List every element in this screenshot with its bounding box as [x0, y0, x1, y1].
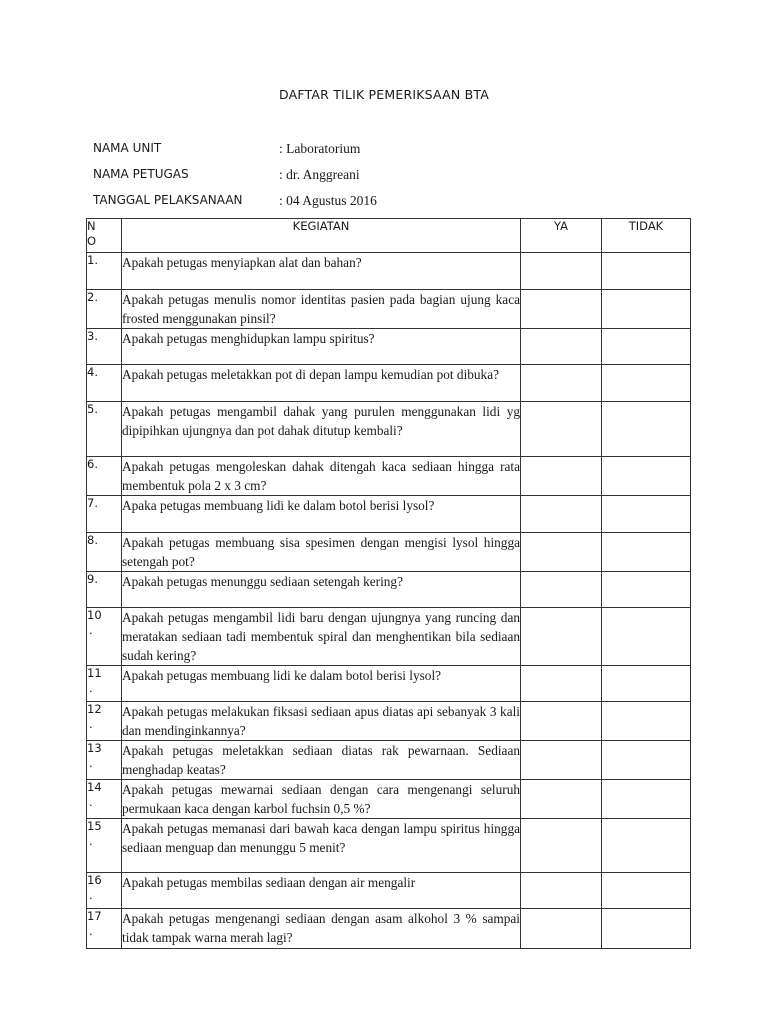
row-number — [87, 909, 122, 949]
row-kegiatan: Apakah petugas menulis nomor identitas pasien pada bagian ujung kaca frosted menggunakan pinsil? — [122, 290, 521, 329]
row-kegiatan: Apakah petugas menunggu sediaan setengah kering? — [122, 572, 521, 608]
row-kegiatan: Apakah petugas mengambil dahak yang purulen menggunakan lidi yg dipipihkan ujungnya dan pot dahak ditutup kembali? — [122, 402, 521, 457]
row-number — [87, 572, 122, 608]
document-title: DAFTAR TILIK PEMERIKSAAN BTA — [279, 87, 489, 102]
row-ya-cell[interactable] — [521, 666, 602, 702]
row-ya-cell[interactable] — [521, 496, 602, 533]
row-number-dot: . — [89, 924, 93, 938]
row-ya-cell[interactable] — [521, 702, 602, 741]
row-ya-cell[interactable] — [521, 253, 602, 290]
table-row — [87, 253, 691, 290]
row-ya-cell[interactable] — [521, 572, 602, 608]
row-number — [87, 329, 122, 365]
row-number-text: 7. — [87, 496, 98, 510]
row-ya-cell[interactable] — [521, 329, 602, 365]
info-value: : Laboratorium — [279, 141, 361, 156]
header-ya: YA — [521, 219, 602, 253]
row-number — [87, 741, 122, 780]
row-number — [87, 402, 122, 457]
row-number — [87, 819, 122, 873]
row-number — [87, 290, 122, 329]
row-number-dot: . — [89, 717, 93, 731]
row-number — [87, 666, 122, 702]
row-number-text: 1. — [87, 253, 98, 267]
row-kegiatan: Apakah petugas mewarnai sediaan dengan cara mengenangi seluruh permukaan kaca dengan karbol fuchsin 0,5 %? — [122, 780, 521, 819]
table-row — [87, 741, 691, 780]
row-number-dot: . — [89, 795, 93, 809]
row-tidak-cell[interactable] — [602, 909, 691, 949]
row-number-text: 17 — [87, 909, 102, 923]
row-ya-cell[interactable] — [521, 365, 602, 402]
row-tidak-cell[interactable] — [602, 290, 691, 329]
row-ya-cell[interactable] — [521, 819, 602, 873]
row-number-text: 14 — [87, 780, 102, 794]
row-tidak-cell[interactable] — [602, 666, 691, 702]
row-kegiatan: Apakah petugas mengambil lidi baru dengan ujungnya yang runcing dan meratakan sediaan tadi membentuk spiral dan menghentikan bila sediaan sudah kering? — [122, 608, 521, 666]
row-number-text: 2. — [87, 290, 98, 304]
row-kegiatan: Apakah petugas memanasi dari bawah kaca dengan lampu spiritus hingga sediaan menguap dan menunggu 5 menit? — [122, 819, 521, 873]
table-row — [87, 457, 691, 496]
table-row — [87, 290, 691, 329]
row-number-dot: . — [89, 681, 93, 695]
row-tidak-cell[interactable] — [602, 533, 691, 572]
row-tidak-cell[interactable] — [602, 608, 691, 666]
row-kegiatan: Apakah petugas mengoleskan dahak ditengah kaca sediaan hingga rata membentuk pola 2 x 3 cm? — [122, 457, 521, 496]
table-row — [87, 496, 691, 533]
table-row — [87, 666, 691, 702]
row-tidak-cell[interactable] — [602, 819, 691, 873]
row-number — [87, 780, 122, 819]
row-ya-cell[interactable] — [521, 533, 602, 572]
row-tidak-cell[interactable] — [602, 457, 691, 496]
checklist-table — [86, 218, 691, 949]
header-no — [87, 219, 122, 253]
table-row — [87, 780, 691, 819]
row-number — [87, 873, 122, 909]
row-tidak-cell[interactable] — [602, 253, 691, 290]
row-number-dot: . — [89, 756, 93, 770]
row-tidak-cell[interactable] — [602, 780, 691, 819]
header-no-line1: N — [87, 219, 96, 233]
table-header-row — [87, 219, 691, 253]
header-kegiatan: KEGIATAN — [122, 219, 521, 253]
row-number-text: 12 — [87, 702, 102, 716]
row-number-text: 11 — [87, 666, 102, 680]
row-number-dot: . — [89, 888, 93, 902]
info-value: : 04 Agustus 2016 — [279, 193, 377, 208]
row-kegiatan: Apakah petugas mengenangi sediaan dengan asam alkohol 3 % sampai tidak tampak warna merah lagi? — [122, 909, 521, 949]
info-label: NAMA UNIT — [93, 141, 162, 155]
info-label: NAMA PETUGAS — [93, 167, 189, 181]
row-number-dot: . — [89, 834, 93, 848]
row-number-text: 15 — [87, 819, 102, 833]
row-ya-cell[interactable] — [521, 741, 602, 780]
row-kegiatan: Apakah petugas menghidupkan lampu spiritus? — [122, 329, 521, 365]
row-number — [87, 253, 122, 290]
info-value: : dr. Anggreani — [279, 167, 360, 182]
row-ya-cell[interactable] — [521, 290, 602, 329]
row-number-text: 9. — [87, 572, 98, 586]
row-tidak-cell[interactable] — [602, 702, 691, 741]
row-number — [87, 702, 122, 741]
row-ya-cell[interactable] — [521, 402, 602, 457]
row-number-text: 13 — [87, 741, 102, 755]
header-no-line2: O — [87, 234, 97, 248]
row-number — [87, 608, 122, 666]
row-number-text: 5. — [87, 402, 98, 416]
row-ya-cell[interactable] — [521, 780, 602, 819]
row-number — [87, 533, 122, 572]
row-ya-cell[interactable] — [521, 608, 602, 666]
row-number — [87, 365, 122, 402]
row-tidak-cell[interactable] — [602, 496, 691, 533]
row-ya-cell[interactable] — [521, 457, 602, 496]
row-tidak-cell[interactable] — [602, 365, 691, 402]
row-number-text: 16 — [87, 873, 102, 887]
row-ya-cell[interactable] — [521, 909, 602, 949]
table-row — [87, 909, 691, 949]
table-row — [87, 608, 691, 666]
row-tidak-cell[interactable] — [602, 873, 691, 909]
row-number-text: 10 — [87, 608, 102, 622]
row-ya-cell[interactable] — [521, 873, 602, 909]
table-row — [87, 402, 691, 457]
row-tidak-cell[interactable] — [602, 572, 691, 608]
header-tidak: TIDAK — [602, 219, 691, 253]
table-row — [87, 572, 691, 608]
row-number-text: 8. — [87, 533, 98, 547]
table-row — [87, 873, 691, 909]
row-kegiatan: Apakah petugas melakukan fiksasi sediaan apus diatas api sebanyak 3 kali dan mendinginkannya? — [122, 702, 521, 741]
table-row — [87, 329, 691, 365]
row-kegiatan: Apakah petugas meletakkan pot di depan lampu kemudian pot dibuka? — [122, 365, 521, 402]
row-kegiatan: Apaka petugas membuang lidi ke dalam botol berisi lysol? — [122, 496, 521, 533]
row-kegiatan: Apakah petugas menyiapkan alat dan bahan? — [122, 253, 521, 290]
table-row — [87, 365, 691, 402]
table-row — [87, 702, 691, 741]
row-kegiatan: Apakah petugas membuang sisa spesimen dengan mengisi lysol hingga setengah pot? — [122, 533, 521, 572]
row-tidak-cell[interactable] — [602, 402, 691, 457]
info-label: TANGGAL PELAKSANAAN — [93, 193, 243, 207]
row-kegiatan: Apakah petugas meletakkan sediaan diatas rak pewarnaan. Sediaan menghadap keatas? — [122, 741, 521, 780]
row-kegiatan: Apakah petugas membilas sediaan dengan air mengalir — [122, 873, 521, 909]
row-number-text: 4. — [87, 365, 98, 379]
row-tidak-cell[interactable] — [602, 329, 691, 365]
row-tidak-cell[interactable] — [602, 741, 691, 780]
row-number-text: 6. — [87, 457, 98, 471]
row-kegiatan: Apakah petugas membuang lidi ke dalam botol berisi lysol? — [122, 666, 521, 702]
row-number-text: 3. — [87, 329, 98, 343]
table-row — [87, 819, 691, 873]
row-number — [87, 496, 122, 533]
row-number — [87, 457, 122, 496]
table-row — [87, 533, 691, 572]
row-number-dot: . — [89, 623, 93, 637]
